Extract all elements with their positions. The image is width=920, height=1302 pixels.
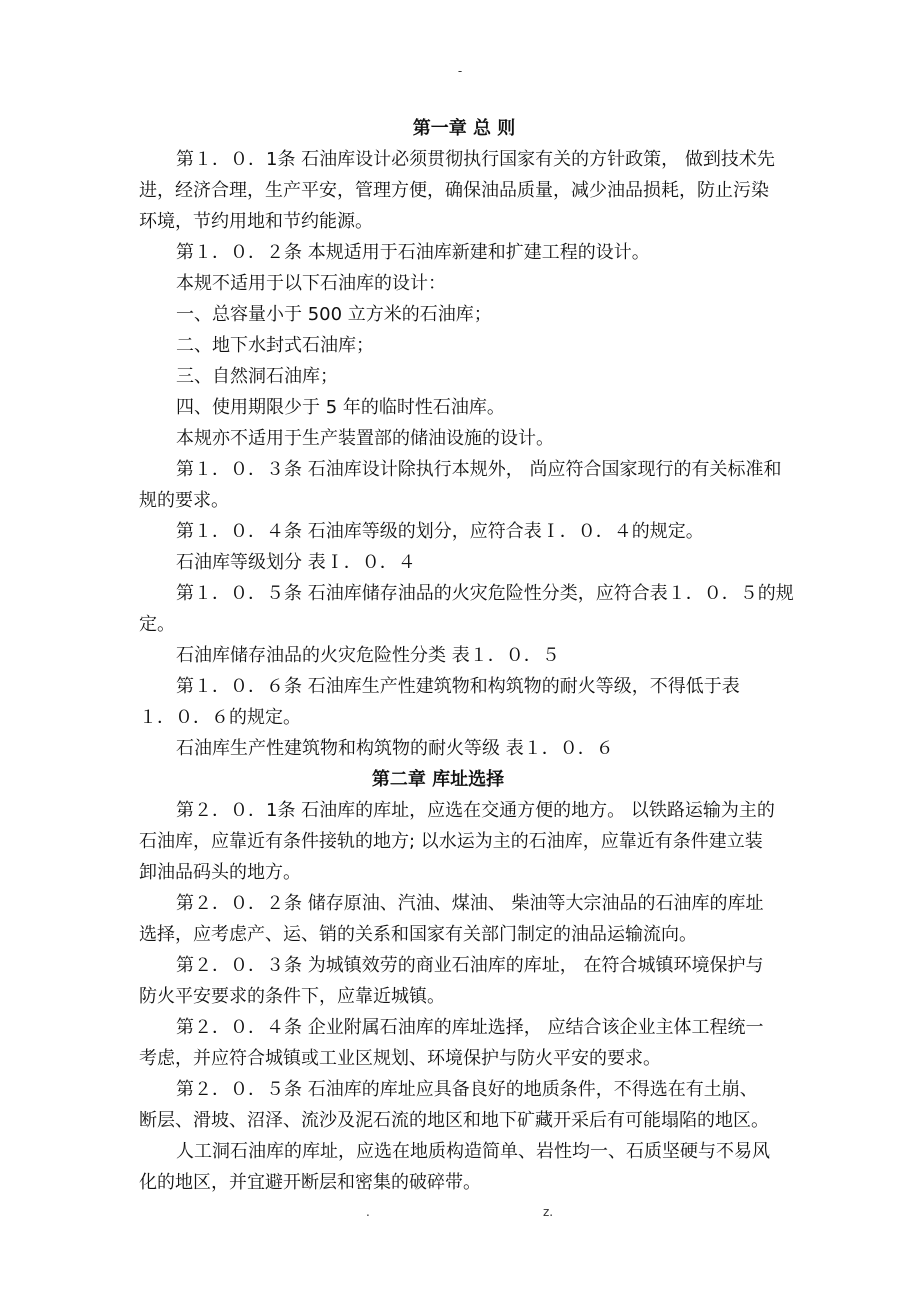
text-line: 规的要求。 bbox=[139, 490, 229, 511]
text-line: 定。 bbox=[139, 614, 175, 635]
text-line: 第２．０．1条 石油库的库址，应选在交通方便的地方。 以铁路运输为主的 bbox=[176, 800, 775, 821]
text-line: 二、地下水封式石油库； bbox=[176, 335, 374, 356]
text-line: 石油库储存油品的火灾危险性分类 表１．０．５ bbox=[176, 645, 560, 666]
text-line: 第２．０．２条 储存原油、汽油、煤油、 柴油等大宗油品的石油库的库址 bbox=[176, 893, 764, 914]
page-header-mark: - bbox=[457, 64, 463, 78]
text-line: 第１．０．５条 石油库储存油品的火灾危险性分类，应符合表１．０．５的规 bbox=[176, 583, 794, 604]
text-line: 进，经济合理，生产平安，管理方便，确保油品质量，减少油品损耗，防止污染 bbox=[139, 180, 769, 201]
text-line: 第１．０．３条 石油库设计除执行本规外， 尚应符合国家现行的有关标准和 bbox=[176, 459, 782, 480]
text-line: 石油库生产性建筑物和构筑物的耐火等级 表１．０．６ bbox=[176, 738, 614, 759]
text-line: 第１．０．２条 本规适用于石油库新建和扩建工程的设计。 bbox=[176, 242, 650, 263]
text-line: １．０．６的规定。 bbox=[139, 707, 301, 728]
document-body bbox=[139, 113, 794, 1198]
text-line: 化的地区，并宜避开断层和密集的破碎带。 bbox=[139, 1172, 481, 1193]
text-line: 卸油品码头的地方。 bbox=[139, 862, 301, 883]
text-line: 第１．０．1条 石油库设计必须贯彻执行国家有关的方针政策， 做到技术先 bbox=[176, 149, 775, 170]
text-line: 防火平安要求的条件下，应靠近城镇。 bbox=[139, 986, 445, 1007]
text-line: 考虑，并应符合城镇或工业区规划、环境保护与防火平安的要求。 bbox=[139, 1048, 661, 1069]
text-line: 环境，节约用地和节约能源。 bbox=[139, 211, 373, 232]
text-line: 石油库等级划分 表Ｉ．０．４ bbox=[176, 552, 416, 573]
text-line: 第２．０．３条 为城镇效劳的商业石油库的库址， 在符合城镇环境保护与 bbox=[176, 955, 764, 976]
text-line: 第１．０．６条 石油库生产性建筑物和构筑物的耐火等级，不得低于表 bbox=[176, 676, 740, 697]
footer-right-mark: z. bbox=[543, 1205, 554, 1219]
text-line: 断层、滑坡、沼泽、流沙及泥石流的地区和地下矿藏开采后有可能塌陷的地区。 bbox=[139, 1110, 769, 1131]
text-line: 本规不适用于以下石油库的设计： bbox=[176, 273, 446, 294]
text-line: 本规亦不适用于生产装置部的储油设施的设计。 bbox=[176, 428, 554, 449]
footer-left-mark: . bbox=[366, 1205, 370, 1219]
chapter-heading: 第二章 库址选择 bbox=[371, 769, 505, 790]
text-line: 三、自然洞石油库； bbox=[176, 366, 338, 387]
text-line: 石油库，应靠近有条件接轨的地方; 以水运为主的石油库，应靠近有条件建立装 bbox=[139, 831, 763, 852]
text-line: 一、总容量小于 500 立方米的石油库； bbox=[176, 304, 492, 325]
text-line: 四、使用期限少于 5 年的临时性石油库。 bbox=[176, 397, 505, 418]
text-line: 选择，应考虑产、运、销的关系和国家有关部门制定的油品运输流向。 bbox=[139, 924, 697, 945]
text-line: 第２．０．４条 企业附属石油库的库址选择， 应结合该企业主体工程统一 bbox=[176, 1017, 764, 1038]
chapter-heading: 第一章 总 则 bbox=[412, 118, 516, 139]
text-line: 第２．０．５条 石油库的库址应具备良好的地质条件，不得选在有土崩、 bbox=[176, 1079, 758, 1100]
text-line: 人工洞石油库的库址，应选在地质构造简单、岩性均一、石质坚硬与不易风 bbox=[176, 1141, 770, 1162]
text-line: 第１．０．４条 石油库等级的划分，应符合表Ｉ．０．４的规定。 bbox=[176, 521, 704, 542]
